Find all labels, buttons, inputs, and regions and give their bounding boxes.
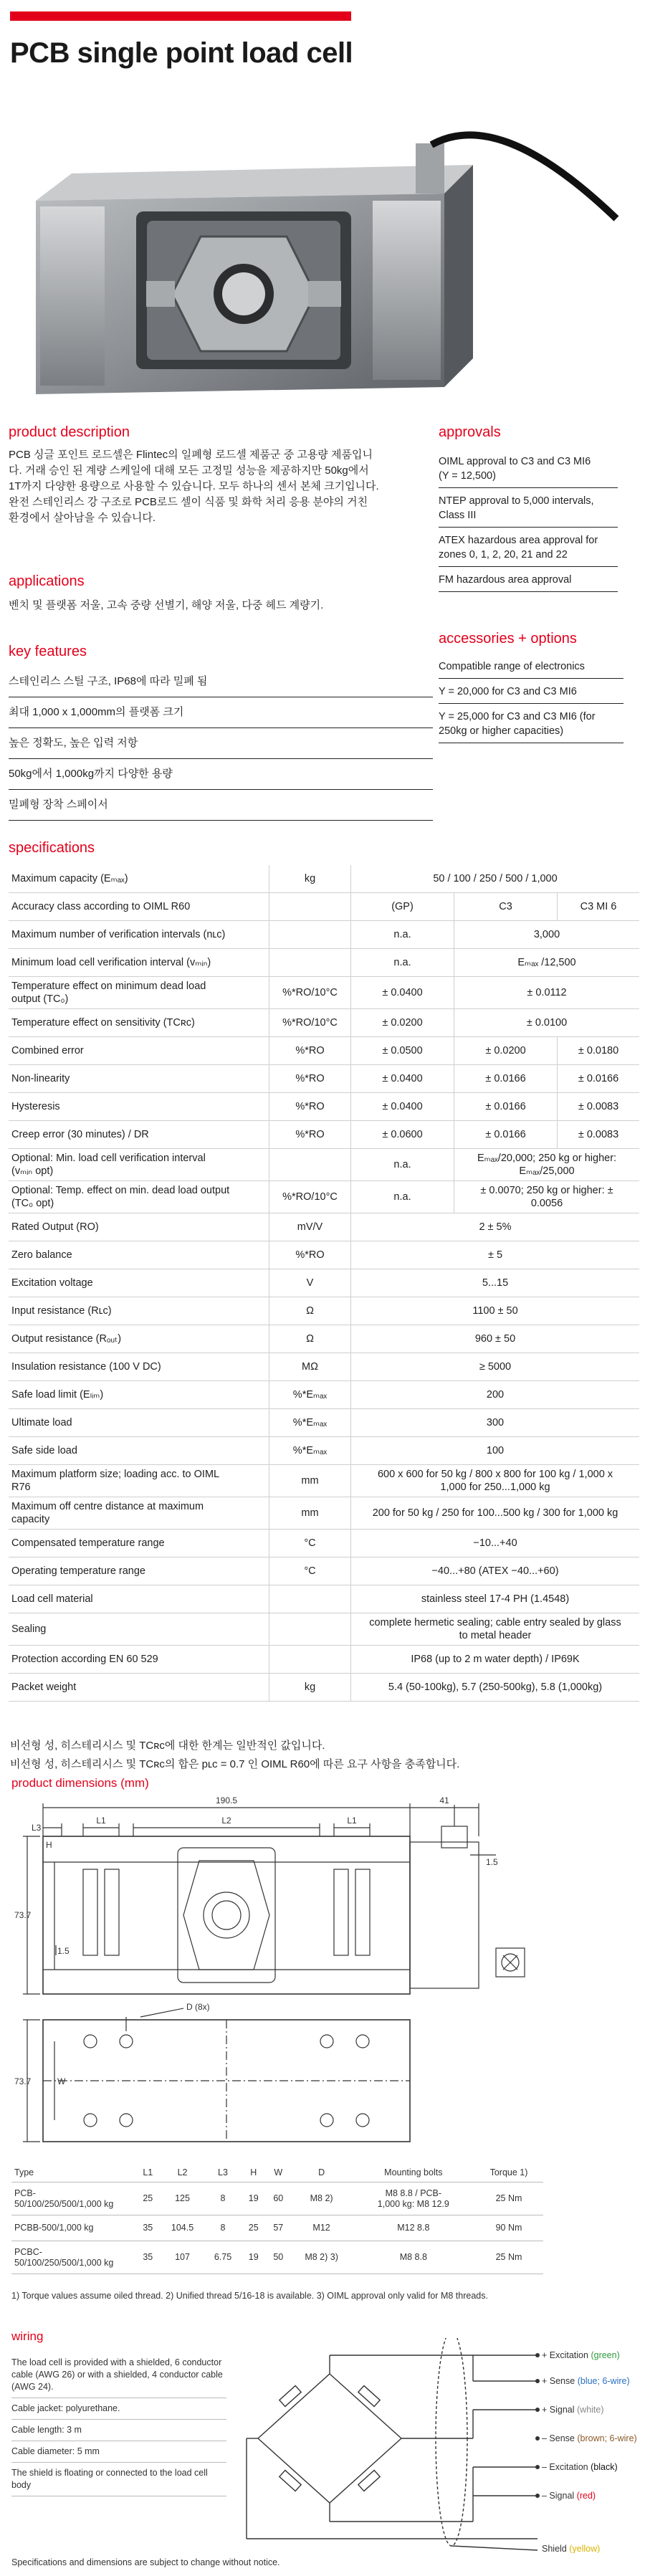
- svg-text:+ Signal (white): [542, 2405, 604, 2415]
- spec-row: Packet weight kg 5.4 (50-100kg), 5.7 (250-500kg), 5.8 (1,000kg): [9, 1674, 639, 1702]
- dimension-drawing: [11, 1776, 635, 2156]
- accessory-item: Y = 25,000 for C3 and C3 MI6 (for 250kg or higher capacities): [439, 704, 624, 743]
- section-product-dimensions: product dimensions (mm): [11, 1776, 149, 1790]
- spec-row: Non-linearity %*RO ± 0.0400 ± 0.0166 ± 0.0166: [9, 1065, 639, 1093]
- wiring-info-item: Cable jacket: polyurethane.: [11, 2398, 226, 2420]
- wire-color: (red): [576, 2491, 596, 2501]
- footer-note: Specifications and dimensions are subject to change without notice.: [11, 2557, 280, 2567]
- specifications-table: [9, 865, 639, 1702]
- spec-row: Temperature effect on sensitivity (TCʀᴄ) %*RO/10°C ± 0.0200 ± 0.0100: [9, 1009, 639, 1037]
- spec-row: Maximum capacity (Eₘₐₓ) kg 50 / 100 / 250 / 500 / 1,000: [9, 865, 639, 893]
- wire-color: (brown; 6-wire): [577, 2433, 637, 2443]
- description-text: [9, 447, 431, 526]
- dim-row: PCB- 50/100/250/500/1,000 kg 25 125 8 19 60 M8 2) M8 8.8 / PCB- 1,000 kg: M8 12.9 25 Nm: [11, 2183, 543, 2215]
- svg-text:– Signal (red): [542, 2491, 596, 2501]
- svg-text:Shield (yellow): [542, 2544, 600, 2553]
- wire-label: – Signal: [542, 2491, 575, 2501]
- spec-row: Zero balance %*RO ± 5: [9, 1241, 639, 1269]
- wire-label: – Excitation: [542, 2462, 588, 2472]
- wire-label: + Sense: [542, 2376, 575, 2386]
- svg-text:– Excitation (black): [542, 2462, 618, 2472]
- dimension-footnote: 1) Torque values assume oiled thread. 2) Unified thread 5/16-18 is available. 3) OIML approval only valid for M8 threads.: [11, 2291, 488, 2301]
- wire-color: (blue; 6-wire): [577, 2376, 630, 2386]
- dim-row: PCBB-500/1,000 kg 35 104.5 8 25 57 M12 M12 8.8 90 Nm: [11, 2215, 543, 2241]
- spec-row: Operating temperature range °C −40...+80 (ATEX −40...+60): [9, 1557, 639, 1585]
- wire-label: + Excitation: [542, 2350, 588, 2360]
- features-list: [9, 667, 433, 821]
- spec-row: Input resistance (Rʟᴄ) Ω 1100 ± 50: [9, 1297, 639, 1325]
- wiring-diagram: [236, 2338, 638, 2553]
- dim-header-row: Type L1 L2 L3 H W D Mounting bolts Torque 1): [11, 2163, 543, 2183]
- page-title: PCB single point load cell: [10, 37, 353, 69]
- spec-row: Output resistance (Rₒᵤₜ) Ω 960 ± 50: [9, 1325, 639, 1353]
- wiring-info-list: [11, 2352, 226, 2496]
- description-line: PCB 싱글 포인트 로드셀은 Flintec의 일폐형 로드셀 제품군 중 고용량 제품입니: [9, 449, 373, 461]
- spec-row: Optional: Min. load cell verification interval (vₘᵢₙ opt) n.a. Eₘₐₓ/20,000; 250 kg or higher: Eₘₐₓ/25,000: [9, 1149, 639, 1181]
- description-line: 1T까지 다양한 용량으로 사용할 수 있습니다. 모두 하나의 센서 본체 크기입니다.: [9, 480, 379, 492]
- feature-item: 높은 정확도, 높은 입력 저항: [9, 728, 433, 759]
- spec-row: Hysteresis %*RO ± 0.0400 ± 0.0166 ± 0.0083: [9, 1093, 639, 1121]
- description-line: 환경에서 살아남을 수 있습니다.: [9, 512, 156, 524]
- svg-text:+ Sense (blue; 6-wire): [542, 2376, 630, 2386]
- feature-item: 50kg에서 1,000kg까지 다양한 용량: [9, 759, 433, 790]
- spec-notes: [10, 1737, 459, 1774]
- svg-text:+ Excitation (green): [542, 2350, 620, 2360]
- dim-label: D (8x): [186, 2002, 210, 2012]
- wire-color: (white): [577, 2405, 604, 2415]
- spec-row: Protection according EN 60 529 IP68 (up to 2 m water depth) / IP69K: [9, 1646, 639, 1674]
- description-line: 완전 스테인리스 강 구조로 PCB로드 셀이 식품 및 화학 처리 응용 분야의 거친: [9, 496, 368, 508]
- spec-row: Creep error (30 minutes) / DR %*RO ± 0.0600 ± 0.0166 ± 0.0083: [9, 1121, 639, 1149]
- dim-label: L3: [32, 1823, 42, 1833]
- wire-color: (black): [591, 2462, 618, 2472]
- section-wiring: wiring: [11, 2329, 44, 2343]
- dim-label: 190.5: [215, 1795, 238, 1805]
- section-specifications: specifications: [9, 840, 95, 856]
- wire-label: Shield: [542, 2544, 567, 2553]
- section-applications: applications: [9, 573, 85, 589]
- spec-row: Maximum platform size; loading acc. to OIML R76 mm 600 x 600 for 50 kg / 800 x 800 for 100 kg / 1,000 x 1,000 for 250...1,000 kg: [9, 1465, 639, 1497]
- wire-label: – Sense: [542, 2433, 575, 2443]
- dim-label: H: [46, 1840, 52, 1850]
- spec-row: Temperature effect on minimum dead load output (TC₀) %*RO/10°C ± 0.0400 ± 0.0112: [9, 977, 639, 1009]
- load-cell-photo: [14, 93, 631, 409]
- wire-color: (yellow): [569, 2544, 601, 2553]
- section-accessories: accessories + options: [439, 631, 577, 647]
- section-product-description: product description: [9, 424, 130, 440]
- approvals-list: [439, 449, 618, 592]
- spec-row: Maximum number of verification intervals (nʟᴄ) n.a. 3,000: [9, 921, 639, 949]
- spec-row: Insulation resistance (100 V DC) MΩ ≥ 5000: [9, 1353, 639, 1381]
- wiring-info-item: Cable diameter: 5 mm: [11, 2441, 226, 2463]
- spec-row: Optional: Temp. effect on min. dead load output (TC₀ opt) %*RO/10°C n.a. ± 0.0070; 250 kg or higher: ± 0.0056: [9, 1181, 639, 1213]
- section-key-features: key features: [9, 644, 87, 659]
- spec-row: Excitation voltage V 5...15: [9, 1269, 639, 1297]
- applications-text: 벤치 및 플랫폼 저울, 고속 중량 선별기, 해양 저울, 다중 헤드 계량기.: [9, 599, 324, 611]
- wiring-info-item: The load cell is provided with a shielded, 6 conductor cable (AWG 26) or with a shielded, 4 conductor cable (AWG 24).: [11, 2352, 226, 2398]
- dim-label: L2: [221, 1816, 231, 1826]
- spec-row: Sealing complete hermetic sealing; cable entry sealed by glass to metal header: [9, 1613, 639, 1646]
- section-approvals: approvals: [439, 424, 501, 440]
- approval-item: OIML approval to C3 and C3 MI6 (Y = 12,500): [439, 449, 618, 488]
- spec-row: Safe side load %*Eₘₐₓ 100: [9, 1437, 639, 1465]
- spec-row: Maximum off centre distance at maximum capacity mm 200 for 50 kg / 250 for 100...500 kg / 300 for 1,000 kg: [9, 1497, 639, 1530]
- accessories-list: [439, 654, 624, 743]
- spec-row: Compensated temperature range °C −10...+40: [9, 1530, 639, 1557]
- accessory-item: Compatible range of electronics: [439, 654, 624, 679]
- spec-row: Safe load limit (Eₗᵢₘ) %*Eₘₐₓ 200: [9, 1381, 639, 1409]
- spec-row: Combined error %*RO ± 0.0500 ± 0.0200 ± 0.0180: [9, 1037, 639, 1065]
- feature-item: 스테인리스 스틸 구조, IP68에 따라 밀폐 됨: [9, 667, 433, 697]
- description-line: 다. 거래 승인 된 계량 스케일에 대해 모든 고정밀 성능을 제공하지만 50kg에서: [9, 464, 369, 477]
- wire-color: (green): [591, 2350, 620, 2360]
- accessory-item: Y = 20,000 for C3 and C3 MI6: [439, 679, 624, 704]
- spec-row: Load cell material stainless steel 17-4 PH (1.4548): [9, 1585, 639, 1613]
- dim-label: 1.5: [57, 1946, 70, 1956]
- spec-row: Accuracy class according to OIML R60 (GP) C3 C3 MI 6: [9, 893, 639, 921]
- dim-label: L1: [347, 1816, 357, 1826]
- dimension-table: [11, 2163, 543, 2274]
- header-red-bar: [10, 11, 351, 21]
- feature-item: 밀폐형 장착 스페이서: [9, 790, 433, 821]
- note-line: 비선형 성, 히스테리시스 및 TCʀᴄ의 합은 pʟᴄ = 0.7 인 OIML R60에 따른 요구 사항을 충족합니다.: [10, 1758, 460, 1770]
- approval-item: FM hazardous area approval: [439, 567, 618, 592]
- dim-label: W: [57, 2076, 66, 2086]
- approval-item: NTEP approval to 5,000 intervals, Class III: [439, 488, 618, 528]
- svg-text:– Sense (brown; 6-wire): [542, 2433, 637, 2443]
- dim-label: L1: [96, 1816, 106, 1826]
- dim-label: 73.7: [14, 2076, 32, 2086]
- dim-label: 1.5: [486, 1857, 498, 1867]
- dim-row: PCBC- 50/100/250/500/1,000 kg 35 107 6.75 19 50 M8 2) 3) M8 8.8 25 Nm: [11, 2241, 543, 2274]
- wiring-info-item: Cable length: 3 m: [11, 2420, 226, 2441]
- feature-item: 최대 1,000 x 1,000mm의 플랫폼 크기: [9, 697, 433, 728]
- approval-item: ATEX hazardous area approval for zones 0, 1, 2, 20, 21 and 22: [439, 528, 618, 567]
- note-line: 비선형 성, 히스테리시스 및 TCʀᴄ에 대한 한계는 일반적인 값입니다.: [10, 1740, 325, 1752]
- wire-label: + Signal: [542, 2405, 575, 2415]
- spec-row: Ultimate load %*Eₘₐₓ 300: [9, 1409, 639, 1437]
- spec-row: Minimum load cell verification interval (vₘᵢₙ) n.a. Eₘₐₓ /12,500: [9, 949, 639, 977]
- wiring-info-item: The shield is floating or connected to the load cell body: [11, 2463, 226, 2496]
- spec-row: Rated Output (RO) mV/V 2 ± 5%: [9, 1213, 639, 1241]
- dim-label: 41: [439, 1795, 449, 1805]
- dim-label: 73.7: [14, 1910, 32, 1920]
